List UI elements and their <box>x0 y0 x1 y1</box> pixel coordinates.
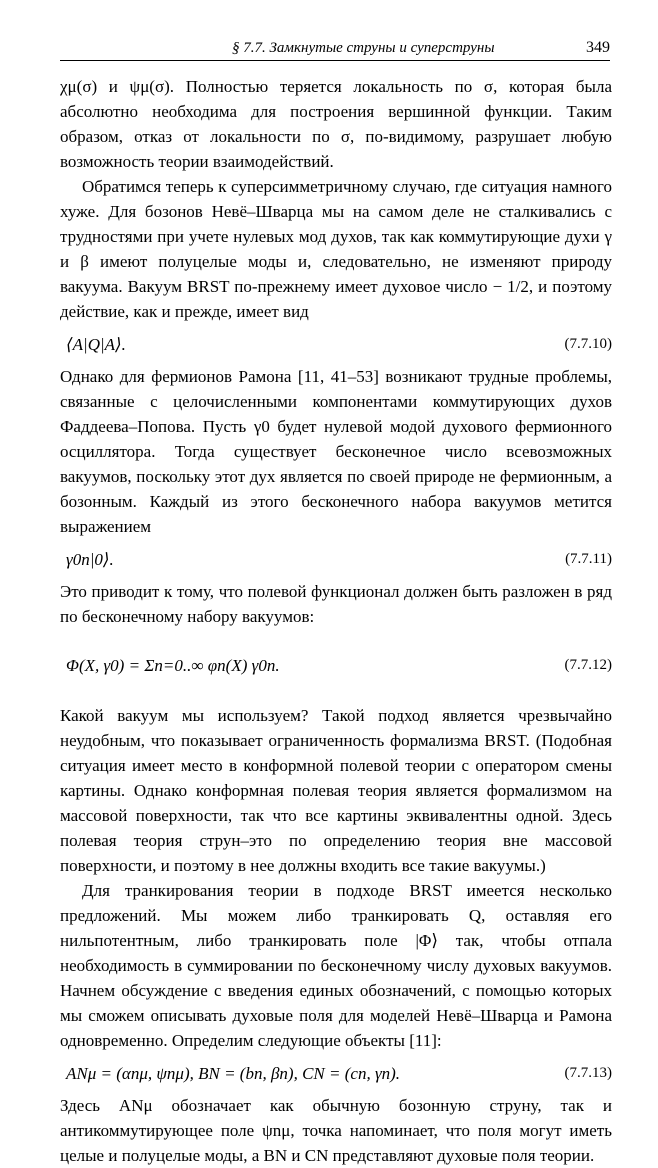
paragraph: Для транкирования теории в подходе BRST имеется несколько предложений. Мы можем либо транкировать Q, оставляя его нильпотентным, либо транкировать поле |Φ⟩ так, чтобы отпала необходимость в суммировании по бесконечному числу духовых вакуумов. Начнем обсуждение с введения единых обозначений, с помощью которых мы сможем описывать духовые поля для моделей Невё–Шварца и Рамона одновременно. Определим следующие объекты [11]: <box>60 881 612 1050</box>
page-number: 349 <box>586 39 610 56</box>
equation-body: ANμ = (αnμ, ψnμ), BN = (bn, βn), CN = (cn, γn). <box>66 1064 401 1083</box>
equation-body: γ0n|0⟩. <box>66 550 114 569</box>
equation-7-7-13 <box>60 1061 612 1087</box>
paragraph: Однако для фермионов Рамона [11, 41–53] возникают трудные проблемы, связанные с целочисленными компонентами коммутирующих духов Фаддеева–Попова. Пусть γ0 будет нулевой модой духового фермионного осциллятора. Тогда существует бесконечное число всевозможных вакуумов, поскольку этот дух является по своей природе не фермионным, а бозонным. Каждый из этого бесконечного набора вакуумов метится выражением <box>60 367 612 536</box>
equation-number: (7.7.11) <box>565 551 612 567</box>
body-text <box>60 74 612 1168</box>
equation-7-7-11 <box>60 547 612 573</box>
paragraph: Здесь ANμ обозначает как обычную бозонную струну, так и антикоммутирующее поле ψnμ, точка напоминает, что поля могут иметь целые и полуцелые моды, а BN и CN представляют духовые поля теории. <box>60 1096 612 1165</box>
paragraph: Обратимся теперь к суперсимметричному случаю, где ситуация намного хуже. Для бозонов Невё–Шварца мы на самом деле не сталкивались с трудностями при учете нулевых мод духов, так как коммутирующие духи γ и β имеют полуцелые моды и, следовательно, не изменяют природу вакуума. Вакуум BRST по-прежнему имеет духовое число − 1/2, и поэтому действие, как и прежде, имеет вид <box>60 177 612 321</box>
paragraph: χμ(σ) и ψμ(σ). Полностью теряется локальность по σ, которая была абсолютно необходима для построения вершинной функции. Таким образом, отказ от локальности по σ, по-видимому, разрушает любую возможность теории взаимодействий. <box>60 77 612 171</box>
running-title: § 7.7. Замкнутые струны и суперструны <box>232 40 495 56</box>
equation-number: (7.7.13) <box>564 1065 612 1081</box>
equation-body: ⟨A|Q|A⟩. <box>66 335 126 354</box>
page-header <box>60 36 610 61</box>
equation-body: Φ(X, γ0) = Σn=0..∞ φn(X) γ0n. <box>66 656 280 675</box>
equation-7-7-12 <box>60 639 612 691</box>
paragraph: Какой вакуум мы используем? Такой подход является чрезвычайно неудобным, что показывает ограниченность формализма BRST. (Подобная ситуация имеет место в конформной полевой теории с оператором смены картины. Однако конформная полевая теория является формализмом на массовой поверхности, так что все картины эквивалентны одной. Здесь полевая теория струн–это по определению теория вне массовой поверхности, и поэтому в нее должны входить все такие вакуумы.) <box>60 706 612 875</box>
equation-7-7-10 <box>60 332 612 358</box>
paragraph: Это приводит к тому, что полевой функционал должен быть разложен в ряд по бесконечному набору вакуумов: <box>60 582 612 626</box>
equation-number: (7.7.12) <box>564 657 612 673</box>
equation-number: (7.7.10) <box>564 336 612 352</box>
